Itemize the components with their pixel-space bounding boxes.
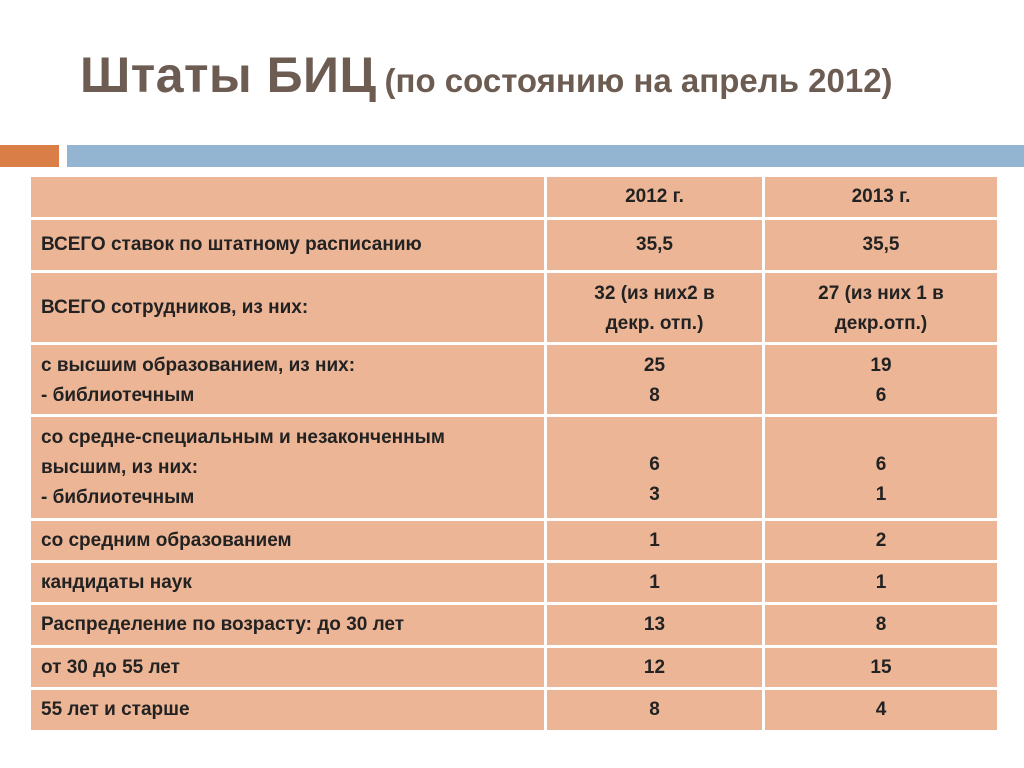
value-2013-cell-line: 1 [875, 571, 887, 593]
value-2012-cell [546, 272, 764, 344]
table-row [30, 562, 999, 604]
value-2012-cell-line: 6 [649, 454, 660, 475]
row-label-cell [30, 272, 546, 344]
value-2013-cell-line: 6 [875, 385, 887, 406]
row-label-cell [30, 604, 546, 647]
value-2012-cell-line: 1 [649, 529, 660, 551]
row-label-cell [30, 520, 546, 562]
value-2012-cell-line: 8 [649, 699, 660, 720]
header-2012-cell: 2012 г. [546, 176, 764, 219]
row-label-cell-line: ВСЕГО сотрудников, из них: [41, 296, 309, 318]
value-2012-cell-line: 1 [649, 571, 660, 593]
value-2013-cell [764, 604, 999, 647]
row-label-cell [30, 344, 546, 416]
title-subtitle: (по состоянию на апрель 2012) [384, 62, 893, 99]
value-2012-cell [546, 416, 764, 520]
value-2013-cell [764, 272, 999, 344]
row-label-cell-line: ВСЕГО ставок по штатному расписанию [41, 234, 422, 255]
row-label-cell-line: со средне-специальным и незаконченным [41, 427, 445, 448]
divider-bar-blue [67, 145, 1024, 167]
value-2013-cell-line: 4 [875, 699, 887, 720]
value-2012-cell-line: 35,5 [636, 234, 673, 255]
value-2013-cell [764, 647, 999, 689]
table-row [30, 272, 999, 344]
value-2012-cell-line: 13 [643, 614, 666, 635]
value-2012-cell-line: 3 [649, 484, 660, 505]
row-label-cell [30, 219, 546, 272]
value-2012-cell-line: 8 [649, 385, 660, 406]
value-2012-cell-line: 25 [643, 355, 666, 376]
row-label-cell-line: кандидаты наук [41, 571, 192, 593]
row-label-cell-line: от 30 до 55 лет [41, 656, 180, 678]
table-row [30, 416, 999, 520]
value-2013-cell-line: 27 (из них 1 в [818, 283, 944, 304]
header-blank-cell [30, 176, 546, 219]
row-label-cell-line: - библиотечным [41, 385, 195, 406]
value-2013-cell-line: 35,5 [862, 234, 900, 255]
value-2013-cell [764, 520, 999, 562]
header-2013-cell: 2013 г. [764, 176, 999, 219]
row-label-cell [30, 416, 546, 520]
value-2013-cell [764, 689, 999, 732]
slide-title [80, 46, 893, 106]
value-2013-cell-line: 8 [875, 614, 887, 635]
value-2013-cell-line: 15 [870, 656, 892, 678]
value-2012-cell [546, 689, 764, 732]
value-2012-cell [546, 562, 764, 604]
row-label-cell-line: Распределение по возрасту: до 30 лет [41, 614, 405, 635]
value-2012-cell [546, 219, 764, 272]
table-row [30, 520, 999, 562]
table-row [30, 604, 999, 647]
row-label-cell-line: 55 лет и старше [41, 699, 190, 720]
table-row [30, 689, 999, 732]
value-2013-cell [764, 562, 999, 604]
row-label-cell-line: с высшим образованием, из них: [41, 355, 356, 376]
title-main: Штаты БИЦ [80, 47, 377, 103]
value-2012-cell [546, 647, 764, 689]
row-label-cell [30, 562, 546, 604]
value-2012-cell-line: 32 (из них2 в [594, 283, 715, 304]
row-label-cell [30, 647, 546, 689]
value-2013-cell [764, 344, 999, 416]
table-row [30, 647, 999, 689]
row-label-cell-line: - библиотечным [41, 487, 195, 508]
accent-bar-orange [0, 145, 59, 167]
value-2013-cell-line: 2 [875, 529, 887, 551]
row-label-cell-line: высшим, из них: [41, 457, 199, 478]
staff-table [28, 174, 1000, 733]
value-2013-cell [764, 219, 999, 272]
value-2012-cell-line: декр. отп.) [605, 313, 704, 334]
value-2013-cell-line: 6 [875, 454, 887, 475]
value-2013-cell-line: 19 [870, 355, 892, 376]
value-2012-cell-line: 12 [643, 656, 666, 678]
value-2013-cell-line: декр.отп.) [834, 313, 928, 334]
row-label-cell [30, 689, 546, 732]
value-2012-cell [546, 520, 764, 562]
header-row [30, 176, 999, 219]
value-2013-cell-line: 1 [875, 484, 887, 505]
row-label-cell-line: со средним образованием [41, 529, 292, 551]
table-row [30, 219, 999, 272]
value-2012-cell [546, 604, 764, 647]
table-row [30, 344, 999, 416]
value-2012-cell [546, 344, 764, 416]
value-2013-cell [764, 416, 999, 520]
